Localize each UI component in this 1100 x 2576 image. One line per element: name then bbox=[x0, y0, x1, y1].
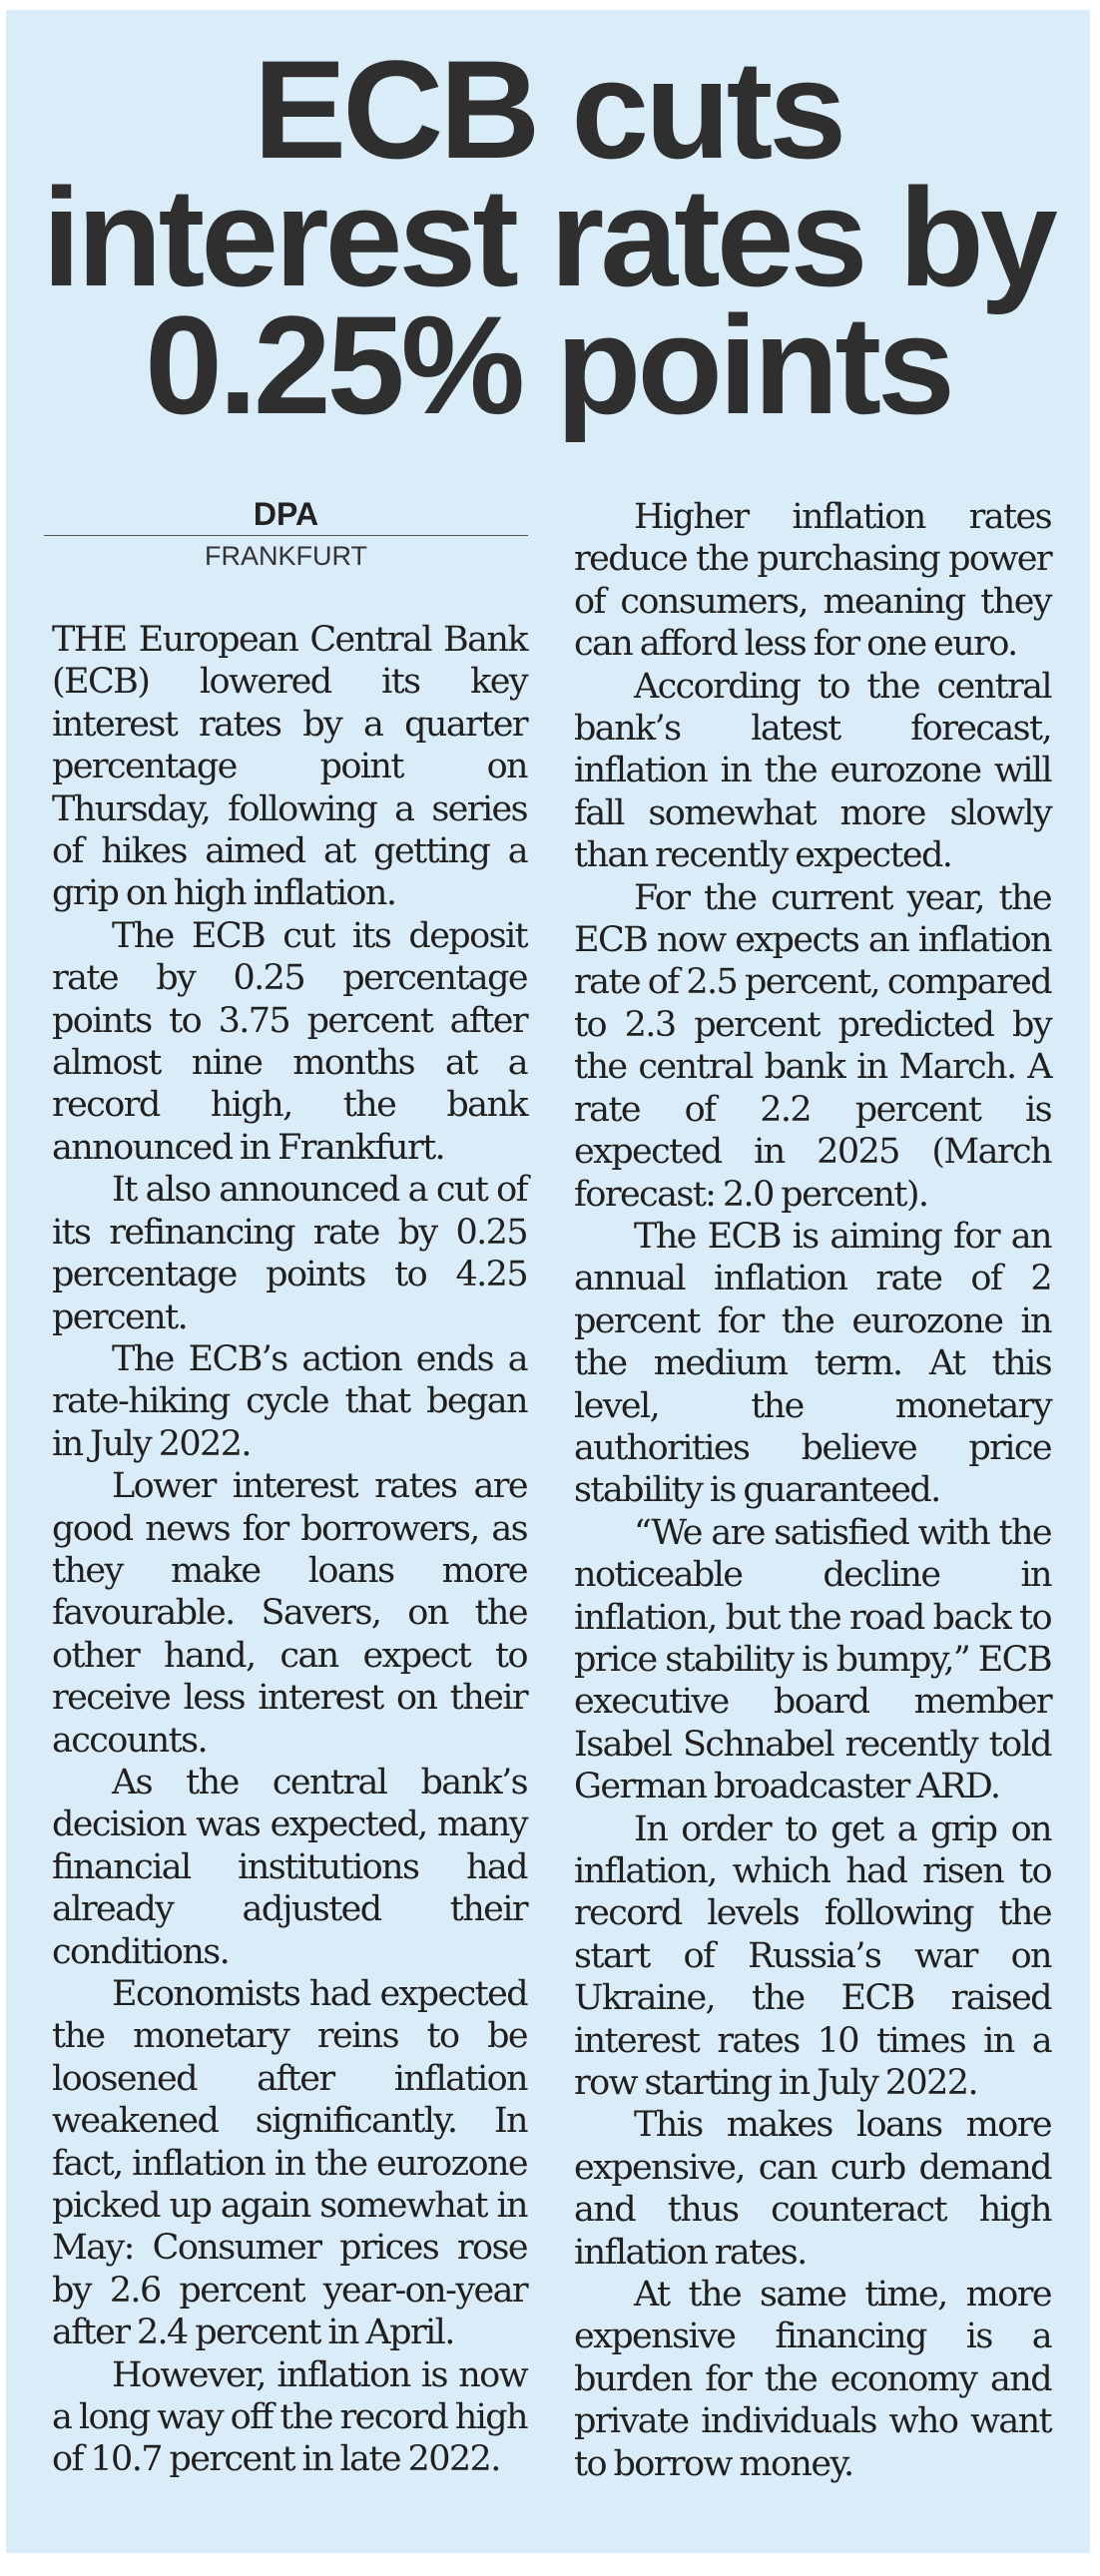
paragraph: THE European Central Bank (ECB) lowered its key interest rates by a quarter percentage point on Thursday, following a series of hikes aimed at getting a grip on high inflation. bbox=[52, 620, 527, 914]
paragraph: This makes loans more expensive, can curb demand and thus counteract high inflation rates. bbox=[574, 2105, 1051, 2273]
article-column-right bbox=[574, 496, 1051, 2485]
byline bbox=[44, 495, 528, 574]
paragraph: It also announced a cut of its refinancing rate by 0.25 percentage points to 4.25 percent. bbox=[52, 1170, 527, 1337]
paragraph: “We are satisfied with the noticeable decline in inflation, but the road back to price stability is bumpy,” ECB executive board member Isabel Schnabel recently told German broadcaster ARD. bbox=[574, 1512, 1051, 1807]
paragraph: Lower interest rates are good news for borrowers, as they make loans more favourable. Savers, on the other hand, can expect to receive less interest on their accounts. bbox=[52, 1466, 527, 1761]
headline: ECB cuts interest rates by 0.25% points bbox=[42, 31, 1054, 443]
article-panel bbox=[6, 10, 1090, 2553]
paragraph: According to the central bank’s latest forecast, inflation in the eurozone will fall somewhat more slowly than recently expected. bbox=[574, 666, 1051, 876]
byline-dateline: FRANKFURT bbox=[204, 541, 367, 571]
paragraph: The ECB is aiming for an annual inflation rate of 2 percent for the eurozone in the medium term. At this level, the monetary authorities believe price stability is guaranteed. bbox=[574, 1216, 1051, 1511]
paragraph: For the current year, the ECB now expects an inflation rate of 2.5 percent, compared to 2.3 percent predicted by the central bank in March. A rate of 2.2 percent is expected in 2025 (March forecast: 2.0 percent). bbox=[574, 877, 1051, 1215]
paragraph: The ECB cut its deposit rate by 0.25 percentage points to 3.75 percent after almost nine months at a record high, the bank announced in Frankfurt. bbox=[52, 915, 527, 1168]
paragraph: In order to get a grip on inflation, which had risen to record levels following the start of Russia’s war on Ukraine, the ECB raised interest rates 10 times in a row starting in July 2022. bbox=[574, 1808, 1051, 2104]
paragraph: However, inflation is now a long way off the record high of 10.7 percent in late 2022. bbox=[52, 2354, 527, 2480]
paragraph: As the central bank’s decision was expected, many financial institutions had already adjusted their conditions. bbox=[52, 1762, 527, 1972]
byline-agency: DPA bbox=[44, 495, 528, 536]
paragraph: At the same time, more expensive financing is a burden for the economy and private individuals who want to borrow money. bbox=[574, 2275, 1051, 2484]
paragraph: Higher inflation rates reduce the purchasing power of consumers, meaning they can afford less for one euro. bbox=[574, 497, 1051, 665]
paragraph: The ECB’s action ends a rate-hiking cycle that began in July 2022. bbox=[52, 1338, 527, 1464]
article-column-left bbox=[52, 619, 527, 2481]
paragraph: Economists had expected the monetary reins to be loosened after inflation weakened significantly. In fact, inflation in the eurozone picked up again somewhat in May: Consumer prices rose by 2.6 percent year-on-year after 2.4 percent in April. bbox=[52, 1974, 527, 2353]
